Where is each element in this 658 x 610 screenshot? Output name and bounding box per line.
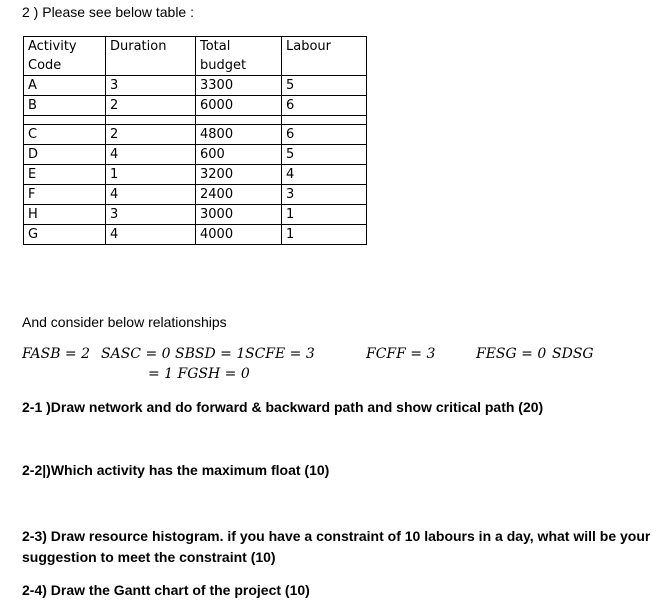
table-header-row [24,37,367,76]
relation-fe-sg: FESG = 0 [476,346,547,362]
table-row [24,225,367,245]
relation-fa-sb: FASB = 2 [22,346,91,362]
cell-labour: 6 [282,125,367,145]
cell-budget: 600 [196,145,282,165]
table-row [24,125,367,145]
cell-activity: E [24,165,106,185]
cell-duration: 2 [106,96,196,116]
cell-budget: 4000 [196,225,282,245]
cell-budget: 3200 [196,165,282,185]
table-row [24,76,367,96]
cell-duration: 4 [106,185,196,205]
table-row [24,205,367,225]
table-row [24,185,367,205]
question-heading: 2 ) Please see below table : [22,4,194,20]
header-activity-code: Activity Code [24,37,106,76]
cell-labour: 5 [282,76,367,96]
cell-labour: 3 [282,185,367,205]
cell-activity: A [24,76,106,96]
question-2-3-line1: 2-3) Draw resource histogram. if you have a constraint of 10 labours in a day, what will be your [22,528,651,544]
cell-duration: 4 [106,145,196,165]
cell-labour: 5 [282,145,367,165]
cell-duration: 3 [106,205,196,225]
question-2-1: 2-1 )Draw network and do forward & backward path and show critical path (20) [22,399,544,415]
relation-fg-sh: = 1 FGSH = 0 [148,366,250,382]
header-duration: Duration [106,37,196,76]
question-2-4: 2-4) Draw the Gantt chart of the project (10) [22,582,310,598]
cell-duration: 1 [106,165,196,185]
cell-budget: 4800 [196,125,282,145]
cell-labour: 1 [282,225,367,245]
cell-activity: B [24,96,106,116]
cell-budget: 2400 [196,185,282,205]
table-row [24,145,367,165]
cell-budget: 3000 [196,205,282,225]
relation-sa-sc-sb-sd: SASC = 0 SBSD = 1 [101,346,246,362]
relationships-intro: And consider below relationships [22,314,227,330]
relation-sd-sg: SDSG [552,346,594,362]
cell-activity: F [24,185,106,205]
cell-budget: 6000 [196,96,282,116]
cell-activity: H [24,205,106,225]
activity-table [23,36,367,245]
header-total-budget: Total budget [196,37,282,76]
cell-duration: 3 [106,76,196,96]
cell-activity: C [24,125,106,145]
cell-duration: 4 [106,225,196,245]
header-labour: Labour [282,37,367,76]
cell-labour: 4 [282,165,367,185]
cell-duration: 2 [106,125,196,145]
table-row [24,165,367,185]
cell-activity: D [24,145,106,165]
relation-sc-fe: SCFE = 3 [245,346,315,362]
cell-labour: 6 [282,96,367,116]
table-spacer-row [24,116,367,125]
question-2-2: 2-2|)Which activity has the maximum float (10) [22,462,330,478]
cell-budget: 3300 [196,76,282,96]
cell-labour: 1 [282,205,367,225]
relation-fc-ff: FCFF = 3 [366,346,436,362]
table-row [24,96,367,116]
question-2-3-line2: suggestion to meet the constraint (10) [22,549,276,565]
cell-activity: G [24,225,106,245]
